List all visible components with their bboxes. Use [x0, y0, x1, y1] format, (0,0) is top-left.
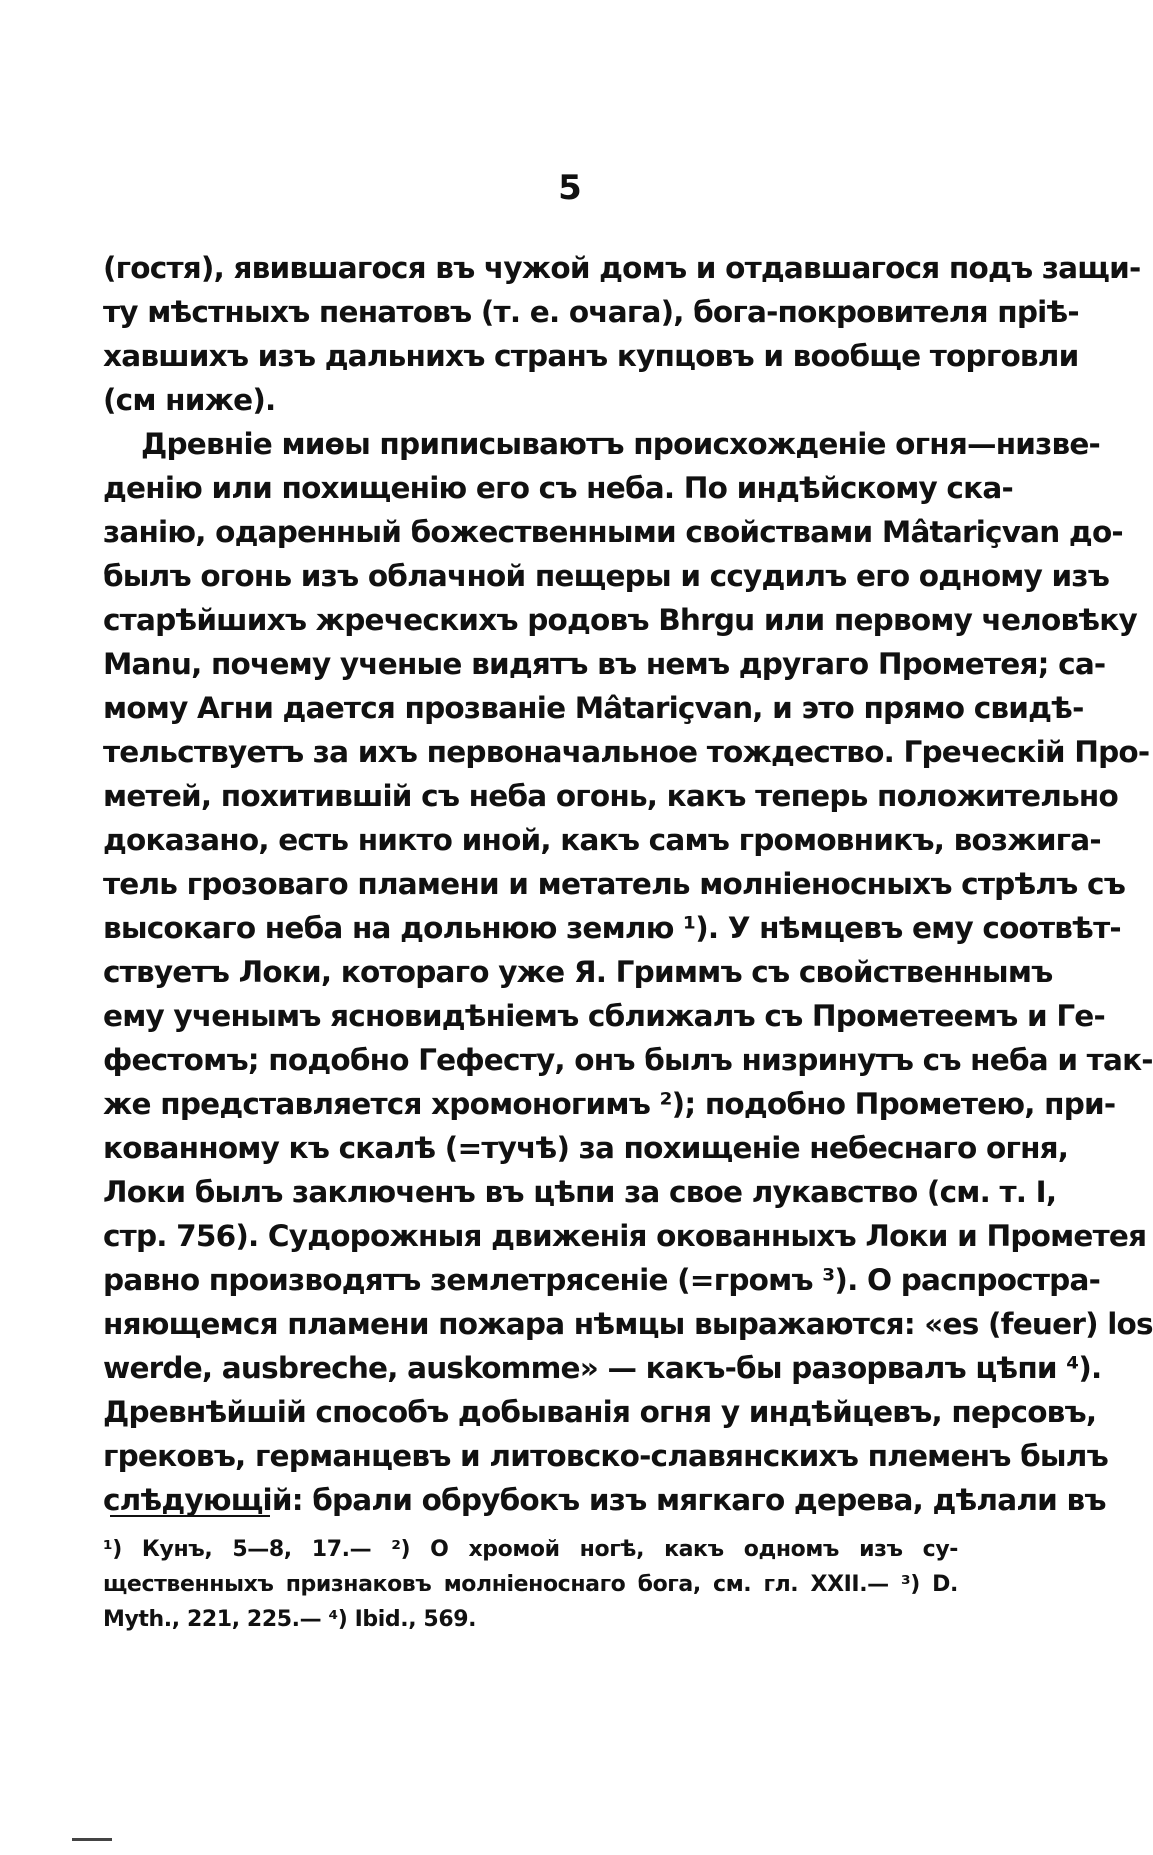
body-line: старѣйшихъ жреческихъ родовъ Bhrgu или первому человѣку	[103, 603, 1137, 637]
body-line: хавшихъ изъ дальнихъ странъ купцовъ и вообще торговли	[103, 339, 1079, 373]
body-line: няющемся пламени пожара нѣмцы выражаются: «es (feuer) los	[103, 1307, 1153, 1341]
body-line: мому Агни дается прозванiе Mâtariçvan, и это прямо свидѣ-	[103, 691, 1084, 725]
body-line: фестомъ; подобно Гефесту, онъ былъ низринутъ съ неба и так-	[103, 1043, 1153, 1077]
body-line: равно производятъ землетрясенiе (=громъ ³). О распростра-	[103, 1263, 1101, 1297]
body-line: кованному къ скалѣ (=тучѣ) за похищенiе небеснаго огня,	[103, 1131, 1069, 1165]
body-line: ему ученымъ ясновидѣнiемъ сближалъ съ Прометеемъ и Ге-	[103, 999, 1105, 1033]
body-line: werde, ausbreche, auskomme» — какъ-бы разорвалъ цѣпи ⁴).	[103, 1351, 1102, 1385]
body-line: грековъ, германцевъ и литовско-славянскихъ племенъ былъ	[103, 1439, 1108, 1473]
body-line: денiю или похищенiю его съ неба. По индѣйскому ска-	[103, 471, 1013, 505]
footnote-line: ¹) Кунъ, 5—8, 17.— ²) О хромой ногѣ, какъ одномъ изъ су-	[103, 1537, 958, 1562]
body-line: Древнiе миѳы приписываютъ происхожденiе огня—низве-	[141, 427, 1101, 461]
body-line: доказано, есть никто иной, какъ самъ громовникъ, возжига-	[103, 823, 1101, 857]
body-line: Manu, почему ученые видятъ въ немъ другаго Прометея; са-	[103, 647, 1106, 681]
body-line: стр. 756). Судорожныя движенiя окованныхъ Локи и Прометея	[103, 1219, 1147, 1253]
footnote-line: щественныхъ признаковъ молнiеноснаго бога, см. гл. XXII.— ³) D.	[103, 1572, 958, 1597]
body-line: (см ниже).	[103, 383, 276, 417]
scan-edge-mark	[72, 1838, 112, 1841]
body-line: же представляется хромоногимъ ²); подобно Прометею, при-	[103, 1087, 1116, 1121]
body-line: тельствуетъ за ихъ первоначальное тождество. Греческiй Про-	[103, 735, 1150, 769]
body-line: ствуетъ Локи, котораго уже Я. Гриммъ съ свойственнымъ	[103, 955, 1053, 989]
body-line: ту мѣстныхъ пенатовъ (т. е. очага), бога-покровителя прiѣ-	[103, 295, 1079, 329]
body-line: высокаго неба на дольнюю землю ¹). У нѣмцевъ ему соотвѣт-	[103, 911, 1121, 945]
body-line: Древнѣйшiй способъ добыванiя огня у индѣйцевъ, персовъ,	[103, 1395, 1097, 1429]
body-line: (гостя), явившагося въ чужой домъ и отдавшагося подъ защи-	[103, 251, 1141, 285]
body-line: занiю, одаренный божественными свойствами Mâtariçvan до-	[103, 515, 1123, 549]
body-line: былъ огонь изъ облачной пещеры и ссудилъ его одному изъ	[103, 559, 1110, 593]
body-line: метей, похитившiй съ неба огонь, какъ теперь положительно	[103, 779, 1118, 813]
body-line: тель грозоваго пламени и метатель молнiеносныхъ стрѣлъ съ	[103, 867, 1126, 901]
footnote-divider	[110, 1515, 270, 1517]
body-text	[103, 246, 1153, 1522]
footnote-line: Myth., 221, 225.— ⁴) Ibid., 569.	[103, 1607, 477, 1632]
footnotes	[103, 1532, 958, 1637]
body-line: слѣдующiй: брали обрубокъ изъ мягкаго дерева, дѣлали въ	[103, 1483, 1106, 1517]
page-number: 5	[558, 168, 582, 208]
body-line: Локи былъ заключенъ въ цѣпи за свое лукавство (см. т. I,	[103, 1175, 1057, 1209]
